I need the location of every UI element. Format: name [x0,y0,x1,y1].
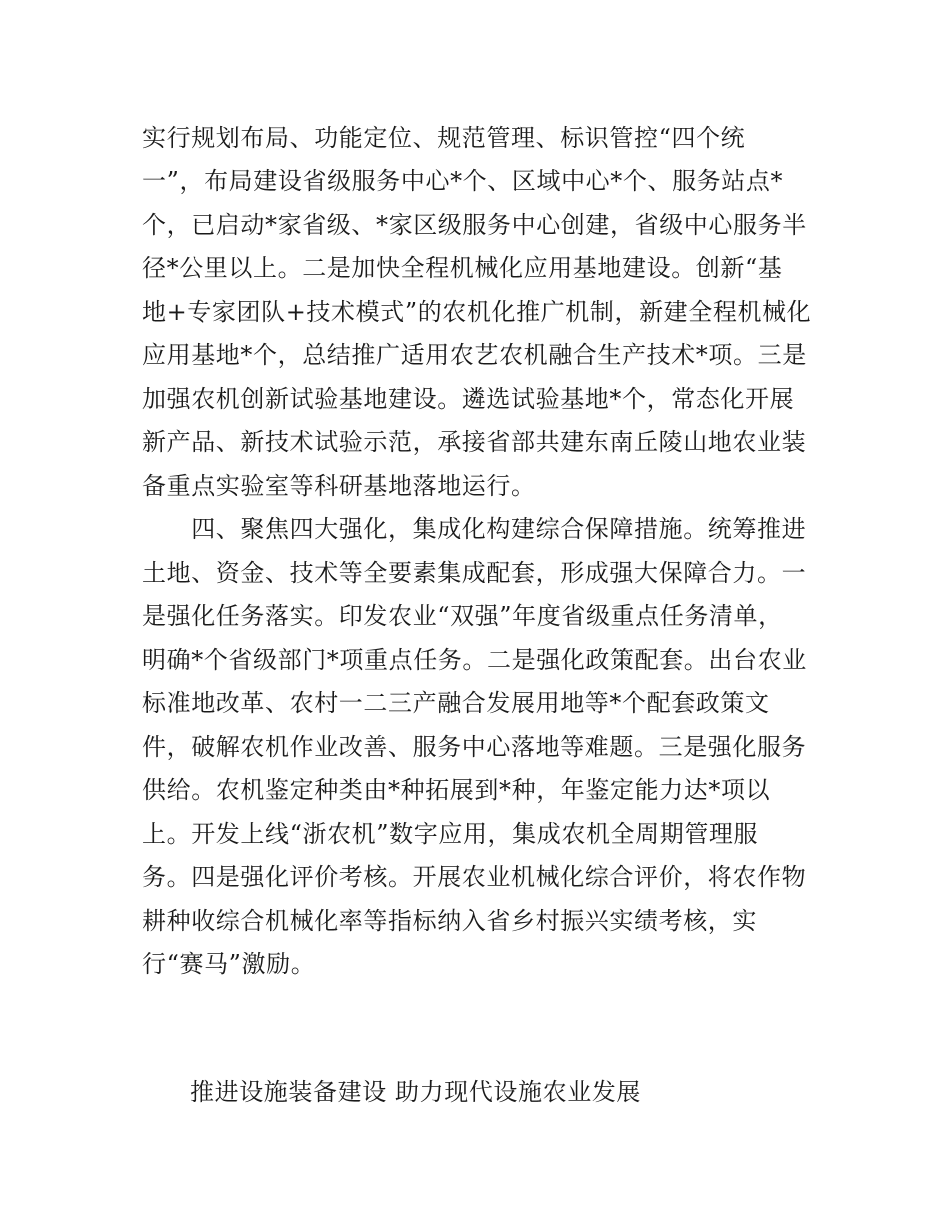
paragraph-1-line: 实行规划布局、功能定位、规范管理、标识管控“四个统 [142,124,746,152]
paragraph-1-line: 个，已启动*家省级、*家区级服务中心创建，省级中心服务半 [142,211,807,239]
paragraph-2-line: 四、聚焦四大强化，集成化构建综合保障措施。统筹推进 [142,515,807,543]
paragraph-2-line: 上。开发上线“浙农机”数字应用，集成农机全周期管理服 [142,820,759,848]
paragraph-1-line: 新产品、新技术试验示范，承接省部共建东南丘陵山地农业装 [142,428,807,456]
paragraph-1-line: 应用基地*个，总结推广适用农艺农机融合生产技术*项。三是 [142,341,807,369]
paragraph-2-line: 行“赛马”激励。 [142,950,316,978]
paragraph-1-line: 一”，布局建设省级服务中心*个、区域中心*个、服务站点* [142,167,784,195]
paragraph-2-line: 耕种收综合机械化率等指标纳入省乡村振兴实绩考核，实 [142,907,757,935]
paragraph-1-line: 径*公里以上。二是加快全程机械化应用基地建设。创新“基 [142,254,783,282]
paragraph-2-line: 标准地改革、农村一二三产融合发展用地等*个配套政策文 [142,689,770,717]
paragraph-1-line: 加强农机创新试验基地建设。遴选试验基地*个，常态化开展 [142,385,795,413]
paragraph-2-line: 供给。农机鉴定种类由*种拓展到*种，年鉴定能力达*项以 [142,776,771,804]
paragraph-2-line: 土地、资金、技术等全要素集成配套，形成强大保障合力。一 [142,559,807,587]
section-heading: 推进设施装备建设 助力现代设施农业发展 [190,1078,642,1106]
paragraph-1-line: 地+专家团队+技术模式”的农机化推广机制，新建全程机械化 [142,298,812,326]
paragraph-2-line: 件，破解农机作业改善、服务中心落地等难题。三是强化服务 [142,733,807,761]
paragraph-2-line: 明确*个省级部门*项重点任务。二是强化政策配套。出台农业 [142,646,807,674]
paragraph-1-line: 备重点实验室等科研基地落地运行。 [142,472,536,500]
paragraph-2-line: 是强化任务落实。印发农业“双强”年度省级重点任务清单， [142,602,783,630]
paragraph-2-line: 务。四是强化评价考核。开展农业机械化综合评价，将农作物 [142,863,807,891]
